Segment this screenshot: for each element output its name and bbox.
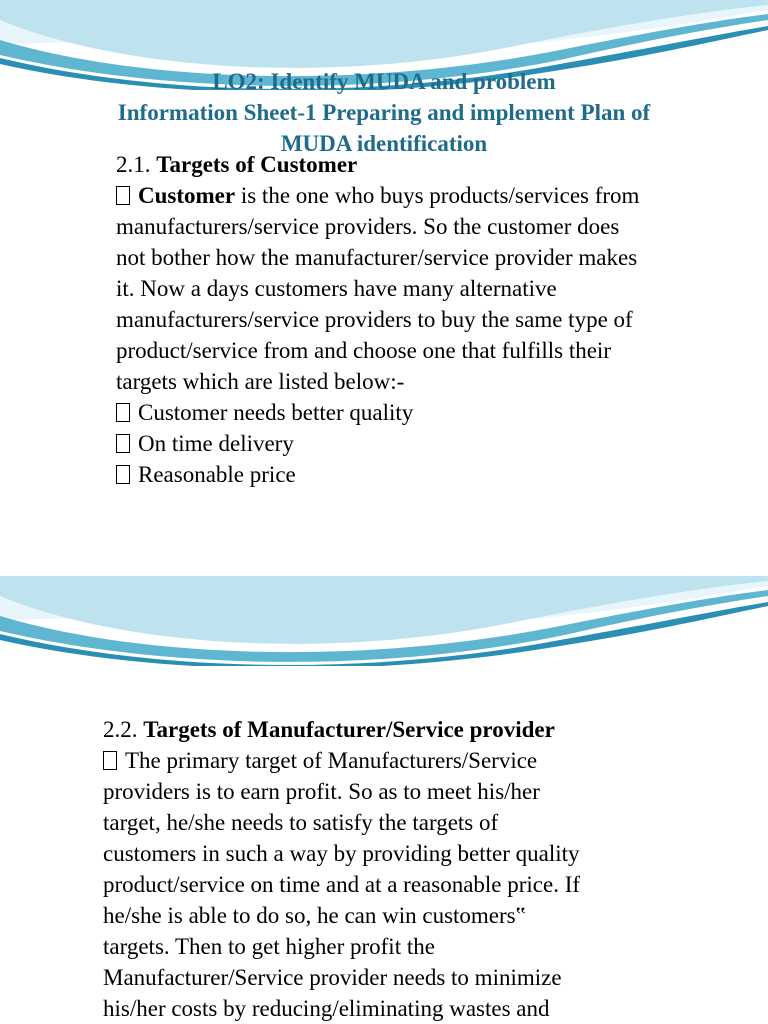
paragraph-line: not bother how the manufacturer/service provider makes <box>116 245 638 270</box>
heading-number: 2.1. <box>116 152 157 177</box>
customer-term: Customer <box>138 183 236 208</box>
heading-text: Targets of Customer <box>156 152 358 177</box>
section-heading <box>116 149 639 180</box>
section-heading <box>103 714 580 745</box>
bullet-item <box>116 459 639 490</box>
paragraph-line: targets which are listed below:- <box>116 369 405 394</box>
missing-glyph-box-icon <box>116 186 130 205</box>
wave-banner-icon <box>0 576 768 666</box>
title-line-1: LO2: Identify MUDA and problem <box>212 69 556 94</box>
missing-glyph-box-icon <box>103 751 117 770</box>
paragraph-line <box>116 180 639 211</box>
title-line-3: MUDA identification <box>280 131 488 156</box>
paragraph-line: targets. Then to get higher profit the <box>103 934 435 959</box>
paragraph-line: customers in such a way by providing better quality <box>103 841 580 866</box>
bullet-text: On time delivery <box>138 431 294 456</box>
paragraph-line: manufacturers/service providers to buy the same type of <box>116 307 633 332</box>
paragraph-line: product/service from and choose one that fulfills their <box>116 338 611 363</box>
missing-glyph-box-icon <box>116 465 130 484</box>
paragraph-line: providers is to earn profit. So as to meet his/her <box>103 779 540 804</box>
paragraph-line: product/service on time and at a reasonable price. If <box>103 872 581 897</box>
slide-divider <box>0 560 768 576</box>
paragraph-line: Manufacturer/Service provider needs to minimize <box>103 965 562 990</box>
slide-2 <box>0 576 768 1024</box>
paragraph-line <box>103 745 580 776</box>
bullet-item <box>116 428 639 459</box>
paragraph-line: it. Now a days customers have many alternative <box>116 276 557 301</box>
missing-glyph-box-icon <box>116 403 130 422</box>
paragraph-line: manufacturers/service providers. So the customer does <box>116 214 620 239</box>
bullet-item <box>116 397 639 428</box>
heading-text: Targets of Manufacturer/Service provider <box>143 717 555 742</box>
paragraph-line: he/she is able to do so, he can win customers‟ <box>103 903 526 928</box>
paragraph-line: target, he/she needs to satisfy the targets of <box>103 810 499 835</box>
paragraph-text: The primary target of Manufacturers/Service <box>125 748 538 773</box>
heading-number: 2.2. <box>103 717 144 742</box>
paragraph-text: is the one who buys products/services from <box>235 183 640 208</box>
bullet-text: Customer needs better quality <box>138 400 414 425</box>
slide-title <box>40 66 728 159</box>
slide-1-body <box>116 149 639 490</box>
missing-glyph-box-icon <box>116 434 130 453</box>
bullet-text: Reasonable price <box>138 462 296 487</box>
paragraph-line: his/her costs by reducing/eliminating wastes and <box>103 996 550 1021</box>
title-line-2: Information Sheet-1 Preparing and implement Plan of <box>117 100 651 125</box>
slide-2-body <box>103 714 580 1024</box>
